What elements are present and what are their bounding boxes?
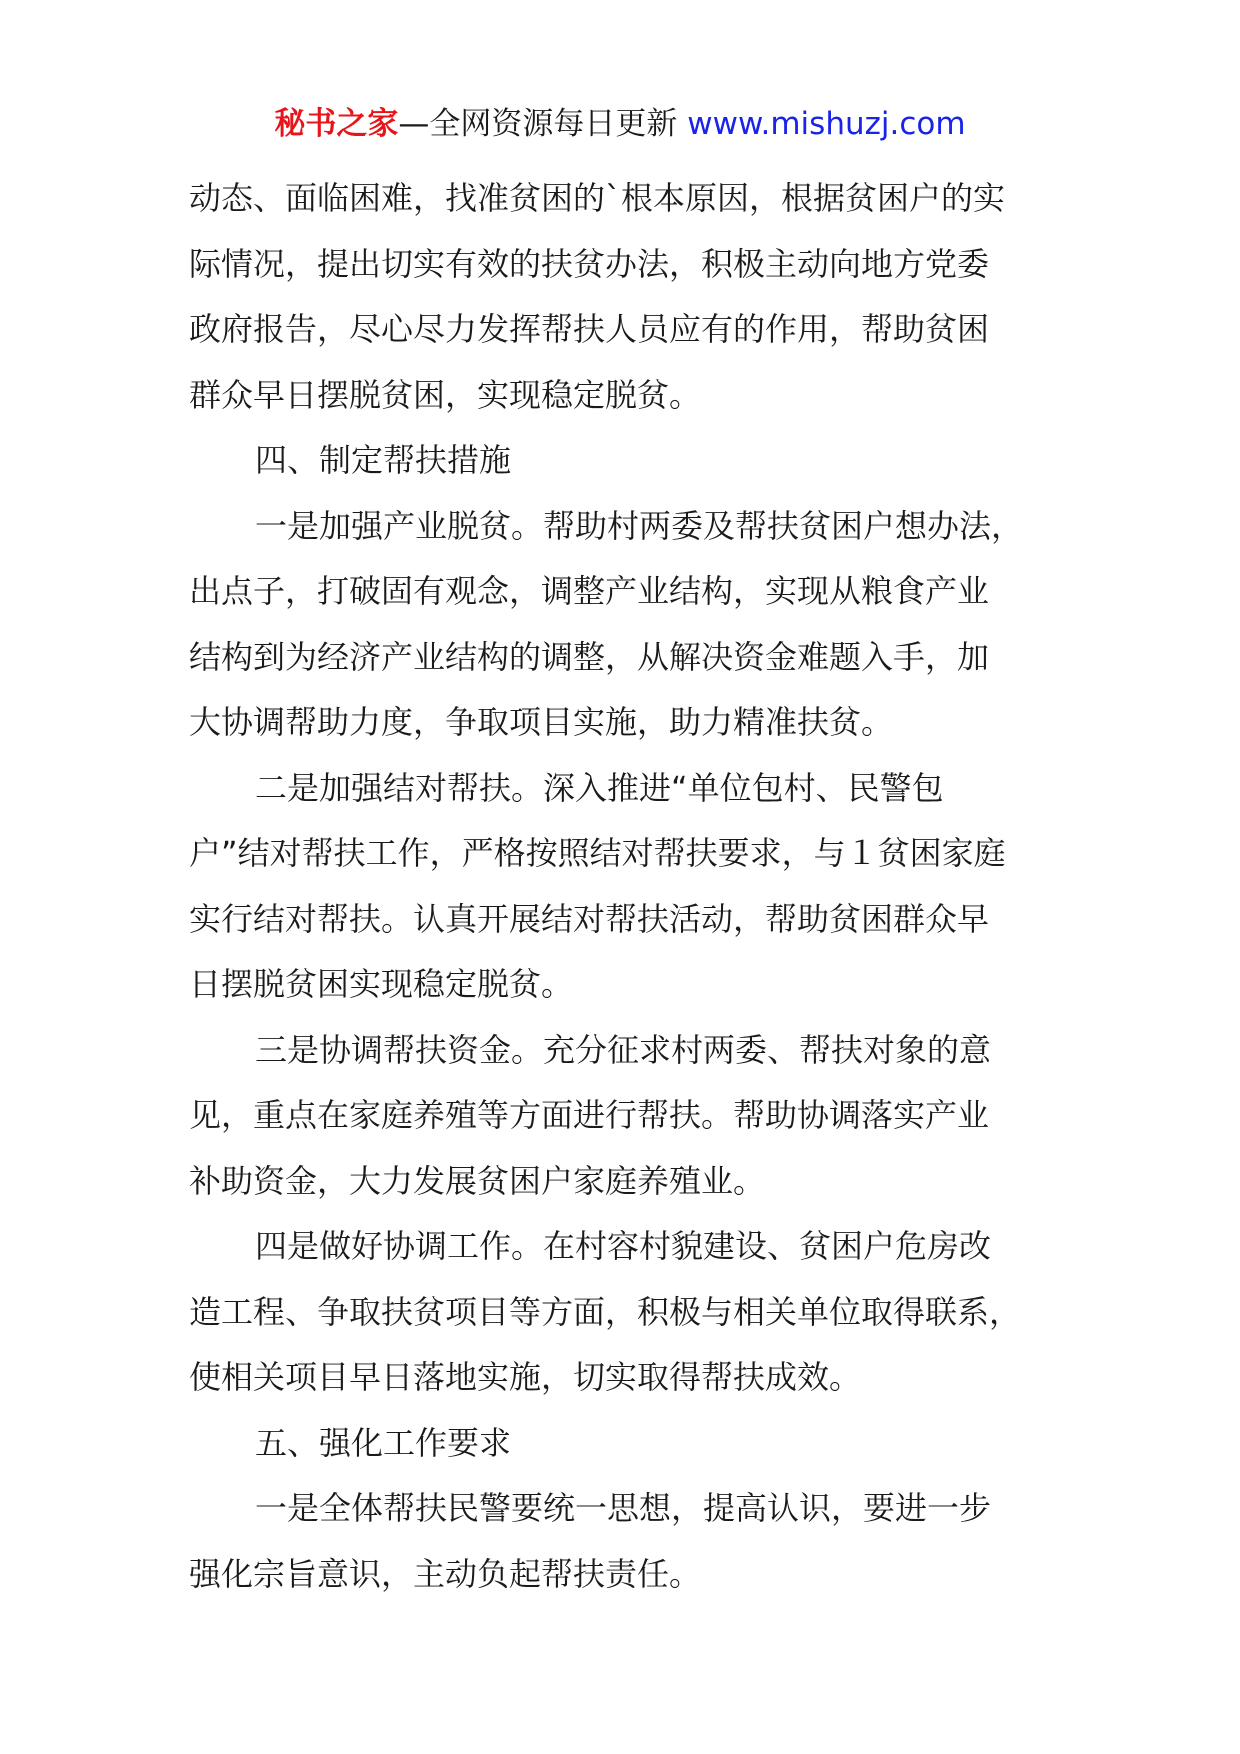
body-line: 补助资金，大力发展贫困户家庭养殖业。 xyxy=(189,1161,766,1200)
header-brand: 秘书之家 xyxy=(274,106,399,142)
section-heading: 四、制定帮扶措施 xyxy=(255,441,512,479)
page-header xyxy=(0,102,1240,146)
body-line: 造工程、争取扶贫项目等方面，积极与相关单位取得联系， xyxy=(189,1292,1022,1331)
document-body xyxy=(189,166,1069,1607)
paragraph-start: 一是加强产业脱贫。帮助村两委及帮扶贫困户想办法， xyxy=(255,506,1024,545)
body-line: 使相关项目早日落地实施，切实取得帮扶成效。 xyxy=(189,1358,862,1396)
section-heading: 五、强化工作要求 xyxy=(255,1423,512,1462)
body-line: 户”结对帮扶工作，严格按照结对帮扶要求，与１贫困家庭 xyxy=(189,834,1006,872)
paragraph-start: 一是全体帮扶民警要统一思想，提高认识，要进一步 xyxy=(255,1489,992,1527)
body-line: 实行结对帮扶。认真开展结对帮扶活动，帮助贫困群众早 xyxy=(189,899,990,938)
body-line: 结构到为经济产业结构的调整，从解决资金难题入手，加 xyxy=(189,637,990,676)
header-site-url[interactable]: www.mishuzj.com xyxy=(687,106,966,142)
body-line: 强化宗旨意识，主动负起帮扶责任。 xyxy=(189,1554,702,1593)
body-line: 大协调帮助力度，争取项目实施，助力精准扶贫。 xyxy=(189,703,894,741)
body-line: 动态、面临困难，找准贫困的`根本原因，根据贫困户的实 xyxy=(189,179,1006,217)
body-line: 政府报告，尽心尽力发挥帮扶人员应有的作用，帮助贫困 xyxy=(189,310,990,348)
body-line: 群众早日摆脱贫困，实现稳定脱贫。 xyxy=(189,375,702,414)
header-tagline: —全网资源每日更新 xyxy=(398,106,688,142)
paragraph-start: 三是协调帮扶资金。充分征求村两委、帮扶对象的意 xyxy=(255,1030,992,1069)
body-line: 日摆脱贫困实现稳定脱贫。 xyxy=(189,965,574,1003)
body-line: 际情况，提出切实有效的扶贫办法，积极主动向地方党委 xyxy=(189,244,990,283)
paragraph-start: 二是加强结对帮扶。深入推进“单位包村、民警包 xyxy=(255,768,944,807)
paragraph-start: 四是做好协调工作。在村容村貌建设、贫困户危房改 xyxy=(255,1227,992,1265)
body-line: 出点子，打破固有观念，调整产业结构，实现从粮食产业 xyxy=(189,572,990,610)
body-line: 见，重点在家庭养殖等方面进行帮扶。帮助协调落实产业 xyxy=(189,1096,990,1134)
